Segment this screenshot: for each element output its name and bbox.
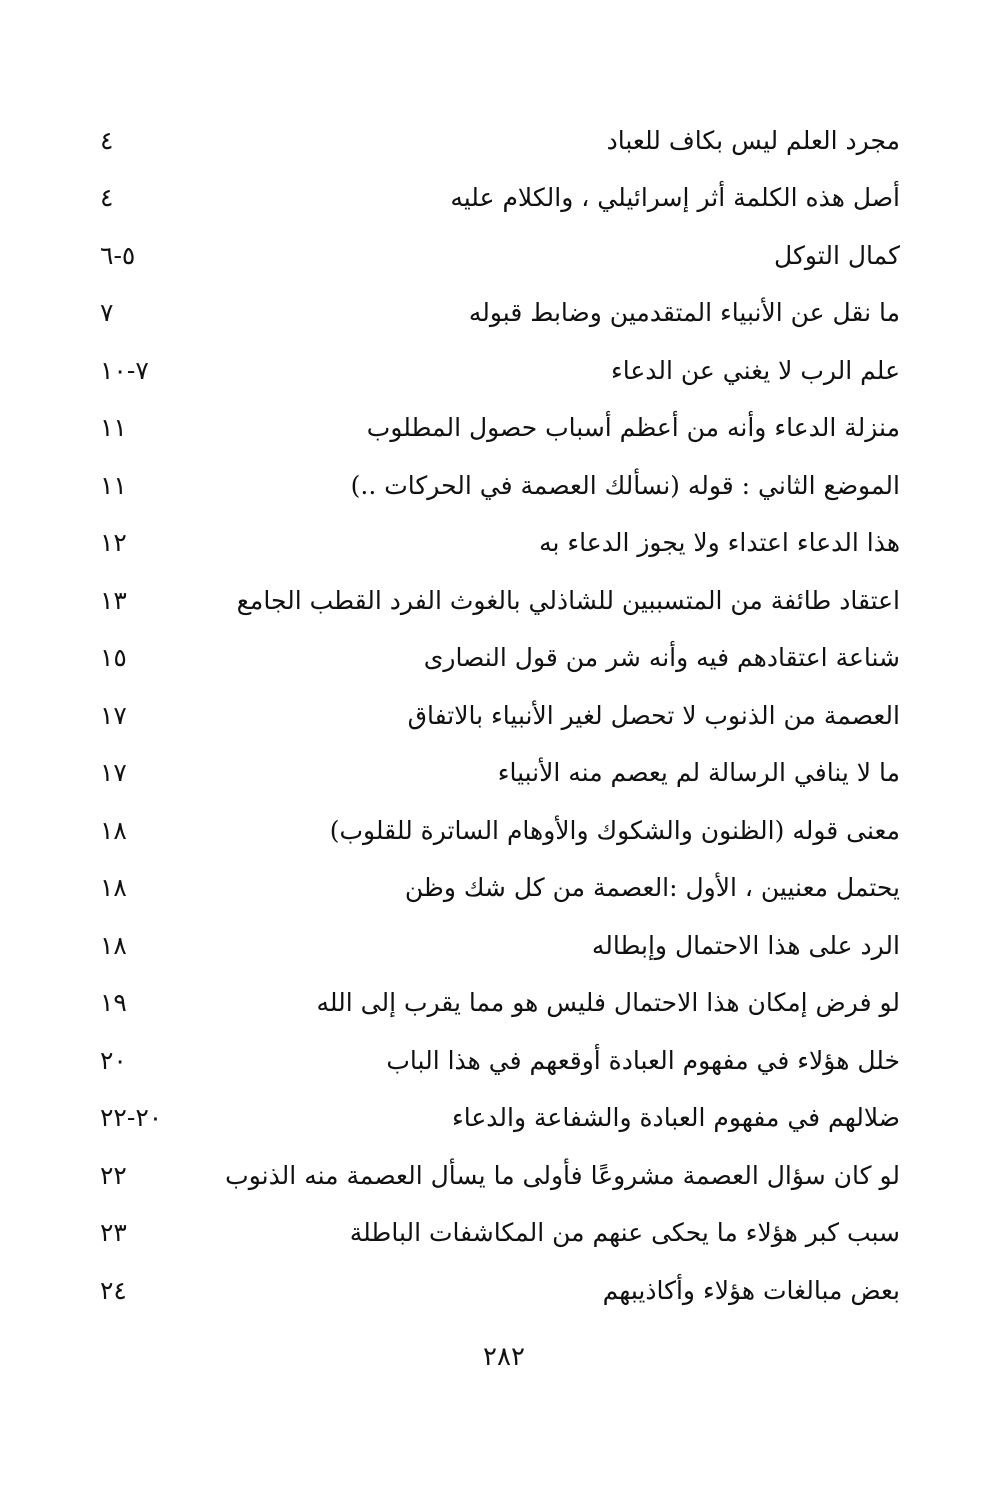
toc-entry-page: ١٩ [100, 988, 127, 1018]
toc-entry-page: ١٥ [100, 643, 127, 673]
toc-entry-page: ٧ [100, 298, 114, 328]
toc-entry [100, 400, 900, 458]
toc-entry-title: معنى قوله (الظنون والشكوك والأوهام الساترة للقلوب) [329, 815, 900, 845]
toc-entry [100, 1032, 900, 1090]
toc-entry [100, 285, 900, 343]
toc-entry [100, 687, 900, 745]
toc-entry-title: يحتمل معنيين ، الأول :العصمة من كل شك وظن [404, 873, 900, 903]
toc-entry [100, 515, 900, 573]
toc-entry-title: مجرد العلم ليس بكاف للعباد [606, 125, 900, 155]
toc-entry-page: ١١ [100, 413, 127, 443]
toc-entry [100, 745, 900, 803]
toc-entry-page: ١١ [100, 470, 127, 500]
toc-entry [100, 572, 900, 630]
toc-entry-title: شناعة اعتقادهم فيه وأنه شر من قول النصارى [423, 643, 900, 673]
toc-entry [100, 802, 900, 860]
toc-entry-title: اعتقاد طائفة من المتسببين للشاذلي بالغوث الفرد القطب الجامع [236, 585, 900, 615]
toc-entry [100, 1090, 900, 1148]
toc-entry [100, 917, 900, 975]
toc-entry [100, 342, 900, 400]
toc-entry [100, 112, 900, 170]
toc-entry [100, 1262, 900, 1320]
toc-entry-title: الموضع الثاني : قوله (نسألك العصمة في الحركات ..) [350, 470, 900, 500]
toc-entry-title: علم الرب لا يغني عن الدعاء [610, 355, 900, 385]
toc-entry-title: ضلالهم في مفهوم العبادة والشفاعة والدعاء [452, 1103, 900, 1133]
toc-entry-page: ١٢ [100, 528, 127, 558]
toc-entry-page: ٢٠ [100, 1045, 127, 1075]
toc-entry-title: بعض مبالغات هؤلاء وأكاذيبهم [602, 1275, 900, 1305]
toc-entry-title: خلل هؤلاء في مفهوم العبادة أوقعهم في هذا الباب [386, 1045, 900, 1075]
toc-entry [100, 170, 900, 228]
toc-entry-title: العصمة من الذنوب لا تحصل لغير الأنبياء بالاتفاق [407, 700, 900, 730]
table-of-contents [100, 112, 900, 1320]
toc-entry-title: ما نقل عن الأنبياء المتقدمين وضابط قبوله [468, 298, 900, 328]
toc-entry [100, 227, 900, 285]
toc-entry [100, 975, 900, 1033]
toc-entry-page: ١٣ [100, 585, 127, 615]
toc-entry-title: سبب كبر هؤلاء ما يحكى عنهم من المكاشفات الباطلة [349, 1218, 900, 1248]
toc-entry [100, 1205, 900, 1263]
toc-entry-title: لو فرض إمكان هذا الاحتمال فليس هو مما يقرب إلى الله [316, 988, 900, 1018]
toc-entry-page: ٢٢ [100, 1160, 127, 1190]
toc-entry [100, 860, 900, 918]
toc-entry [100, 457, 900, 515]
page-number: ٢٨٢ [483, 1342, 525, 1372]
toc-entry-page: ١٧ [100, 700, 127, 730]
toc-entry-page: ١٨ [100, 873, 127, 903]
toc-entry-page: ٢٠-٢٢ [100, 1103, 163, 1133]
toc-entry-title: أصل هذه الكلمة أثر إسرائيلي ، والكلام عليه [450, 183, 900, 213]
toc-entry-title: الرد على هذا الاحتمال وإبطاله [591, 930, 900, 960]
toc-entry-page: ٤ [100, 125, 114, 155]
toc-entry [100, 630, 900, 688]
toc-entry-page: ٢٣ [100, 1218, 127, 1248]
toc-entry-page: ٢٤ [100, 1275, 127, 1305]
toc-entry-page: ٧-١٠ [100, 355, 149, 385]
toc-entry-page: ٥-٦ [100, 240, 136, 270]
toc-entry-title: هذا الدعاء اعتداء ولا يجوز الدعاء به [539, 528, 900, 558]
toc-entry-page: ١٨ [100, 930, 127, 960]
toc-entry-title: منزلة الدعاء وأنه من أعظم أسباب حصول المطلوب [366, 413, 900, 443]
toc-entry-title: كمال التوكل [774, 240, 900, 270]
toc-entry-page: ١٧ [100, 758, 127, 788]
toc-entry-title: ما لا ينافي الرسالة لم يعصم منه الأنبياء [497, 758, 900, 788]
toc-entry-page: ٤ [100, 183, 114, 213]
toc-entry-page: ١٨ [100, 815, 127, 845]
toc-entry-title: لو كان سؤال العصمة مشروعًا فأولى ما يسأل العصمة منه الذنوب [225, 1160, 900, 1190]
toc-entry [100, 1147, 900, 1205]
